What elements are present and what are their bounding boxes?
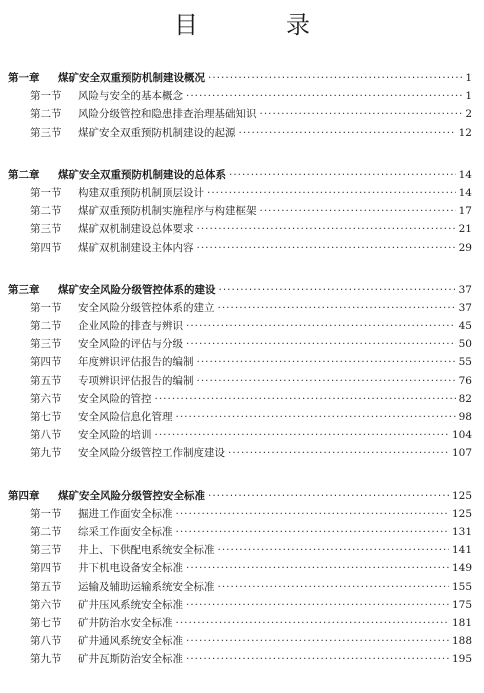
section-number: 第八节 [30,635,62,648]
section-title: 运输及辅助运输系统安全标准 [78,580,215,593]
section-number: 第二节 [30,525,62,538]
toc-section-entry[interactable] [8,221,472,239]
toc-section-entry[interactable] [8,427,472,445]
toc-section-entry[interactable] [8,354,472,372]
chapter-number: 第一章 [8,72,40,84]
section-title: 风险分级管控和隐患排查治理基础知识 [78,108,257,121]
toc-section-entry[interactable] [8,651,472,669]
section-number: 第五节 [30,580,62,593]
section-title: 矿井防治水安全标准 [78,616,173,629]
toc-section-entry[interactable] [8,615,472,633]
dot-leader [155,393,456,405]
page-number: 125 [451,489,472,502]
toc-section-entry[interactable] [8,633,472,651]
chapter-block [8,70,472,143]
page-number: 14 [458,186,472,199]
chapter-title: 煤矿安全风险分级管控体系的建设 [58,283,216,296]
section-title: 综采工作面安全标准 [78,525,173,538]
section-title: 年度辨识评估报告的编制 [78,356,194,369]
section-title: 煤矿双重预防机制实施程序与构建框架 [78,205,257,218]
page-number: 14 [458,168,472,181]
page-title: 目 录 [174,11,342,39]
section-title: 企业风险的排查与辨识 [78,320,183,333]
section-title: 煤矿安全双重预防机制建设的起源 [78,126,236,139]
section-number: 第三节 [30,544,62,557]
page-number: 131 [451,525,472,538]
chapter-block [8,167,472,258]
section-title: 掘进工作面安全标准 [78,507,173,520]
section-number: 第一节 [30,507,62,520]
dot-leader [218,544,449,556]
section-title: 风险与安全的基本概念 [78,90,183,103]
toc-section-entry[interactable] [8,106,472,124]
toc-section-entry[interactable] [8,300,472,318]
section-number: 第九节 [30,447,62,460]
section-number: 第四节 [30,241,62,254]
section-number: 第三节 [30,223,62,236]
toc-section-entry[interactable] [8,203,472,221]
section-number: 第六节 [30,598,62,611]
page-number: 141 [451,544,472,557]
section-title: 煤矿双机制建设主体内容 [78,241,194,254]
dot-leader [218,581,449,593]
toc-section-entry[interactable] [8,185,472,203]
section-title: 安全风险的管控 [78,392,152,405]
section-number: 第七节 [30,616,62,629]
page-number: 149 [451,562,472,575]
page-number: 181 [451,616,472,629]
page-number: 55 [458,356,472,369]
dot-leader [197,375,456,387]
section-number: 第三节 [30,338,62,351]
toc-section-entry[interactable] [8,409,472,427]
chapter-title: 煤矿安全风险分级管控安全标准 [58,489,205,502]
page-number: 29 [458,241,472,254]
section-number: 第六节 [30,392,62,405]
page-number: 125 [451,507,472,520]
dot-leader [260,108,463,120]
dot-leader [176,508,449,520]
section-number: 第四节 [30,562,62,575]
dot-leader [197,223,456,235]
page-number: 104 [451,429,472,442]
section-number: 第五节 [30,374,62,387]
page-number: 107 [451,447,472,460]
dot-leader [186,562,449,574]
chapter-block [8,488,472,670]
page-number: 50 [458,338,472,351]
toc-section-entry[interactable] [8,579,472,597]
section-number: 第七节 [30,411,62,423]
section-title: 安全风险信息化管理 [78,411,173,423]
dot-leader [239,127,456,139]
dot-leader [176,526,449,538]
table-of-contents [8,70,472,693]
chapter-block [8,282,472,464]
chapter-number: 第二章 [8,168,40,181]
dot-leader [218,302,456,314]
dot-leader [208,490,449,502]
toc-section-entry[interactable] [8,560,472,578]
dot-leader [228,447,449,459]
section-title: 构建双重预防机制顶层设计 [78,186,204,199]
toc-section-entry[interactable] [8,445,472,463]
toc-section-entry[interactable] [8,506,472,524]
toc-chapter-entry[interactable] [8,488,472,506]
page-number: 37 [458,301,472,314]
dot-leader [197,356,456,368]
section-title: 煤矿双机制建设总体要求 [78,223,194,236]
toc-section-entry[interactable] [8,542,472,560]
dot-leader [186,320,456,332]
section-number: 第一节 [30,90,62,103]
page-number: 188 [451,635,472,648]
dot-leader [207,187,456,199]
dot-leader [197,242,456,254]
chapter-title: 煤矿安全双重预防机制建设的总体系 [58,168,226,181]
section-number: 第二节 [30,205,62,218]
section-number: 第二节 [30,108,62,121]
section-number: 第三节 [30,126,62,139]
toc-section-entry[interactable] [8,336,472,354]
toc-chapter-entry[interactable] [8,282,472,300]
toc-section-entry[interactable] [8,125,472,143]
toc-section-entry[interactable] [8,240,472,258]
toc-section-entry[interactable] [8,391,472,409]
dot-leader [208,72,462,84]
dot-leader [186,653,449,665]
page-number: 76 [458,374,472,387]
section-title: 井下机电设备安全标准 [78,562,183,575]
dot-leader [155,429,449,441]
section-title: 安全风险的培训 [78,429,152,442]
section-title: 专项辨识评估报告的编制 [78,374,194,387]
chapter-number: 第三章 [8,283,40,296]
dot-leader [186,599,449,611]
page-number: 98 [458,411,472,423]
section-number: 第四节 [30,356,62,369]
page-number: 17 [458,205,472,218]
page-number: 1 [465,72,472,84]
section-title: 安全风险分级管控工作制度建设 [78,447,225,460]
page-number: 37 [458,283,472,296]
page-number: 195 [451,653,472,666]
toc-section-entry[interactable] [8,88,472,106]
dot-leader [176,411,456,423]
page-number: 155 [451,580,472,593]
section-title: 井上、下供配电系统安全标准 [78,544,215,557]
section-title: 矿井瓦斯防治安全标准 [78,653,183,666]
dot-leader [186,635,449,647]
toc-chapter-entry[interactable] [8,70,472,88]
dot-leader [229,169,456,181]
page-number: 82 [458,392,472,405]
dot-leader [186,90,462,102]
dot-leader [176,617,449,629]
page-number: 2 [465,108,472,121]
section-number: 第九节 [30,653,62,666]
toc-section-entry[interactable] [8,597,472,615]
toc-section-entry[interactable] [8,318,472,336]
section-title: 矿井通风系统安全标准 [78,635,183,648]
section-number: 第二节 [30,320,62,333]
page-number: 21 [458,223,472,236]
section-title: 矿井压风系统安全标准 [78,598,183,611]
toc-section-entry[interactable] [8,524,472,542]
page-number: 1 [465,90,472,103]
section-number: 第一节 [30,186,62,199]
page-number: 45 [458,320,472,333]
section-title: 安全风险的评估与分级 [78,338,183,351]
page-number: 175 [451,598,472,611]
chapter-number: 第四章 [8,489,40,502]
dot-leader [186,338,456,350]
toc-section-entry[interactable] [8,373,472,391]
chapter-title: 煤矿安全双重预防机制建设概况 [58,72,205,84]
page-number: 12 [458,126,472,139]
dot-leader [219,284,456,296]
section-number: 第八节 [30,429,62,442]
toc-chapter-entry[interactable] [8,167,472,185]
section-number: 第一节 [30,301,62,314]
dot-leader [260,205,456,217]
section-title: 安全风险分级管控体系的建立 [78,301,215,314]
